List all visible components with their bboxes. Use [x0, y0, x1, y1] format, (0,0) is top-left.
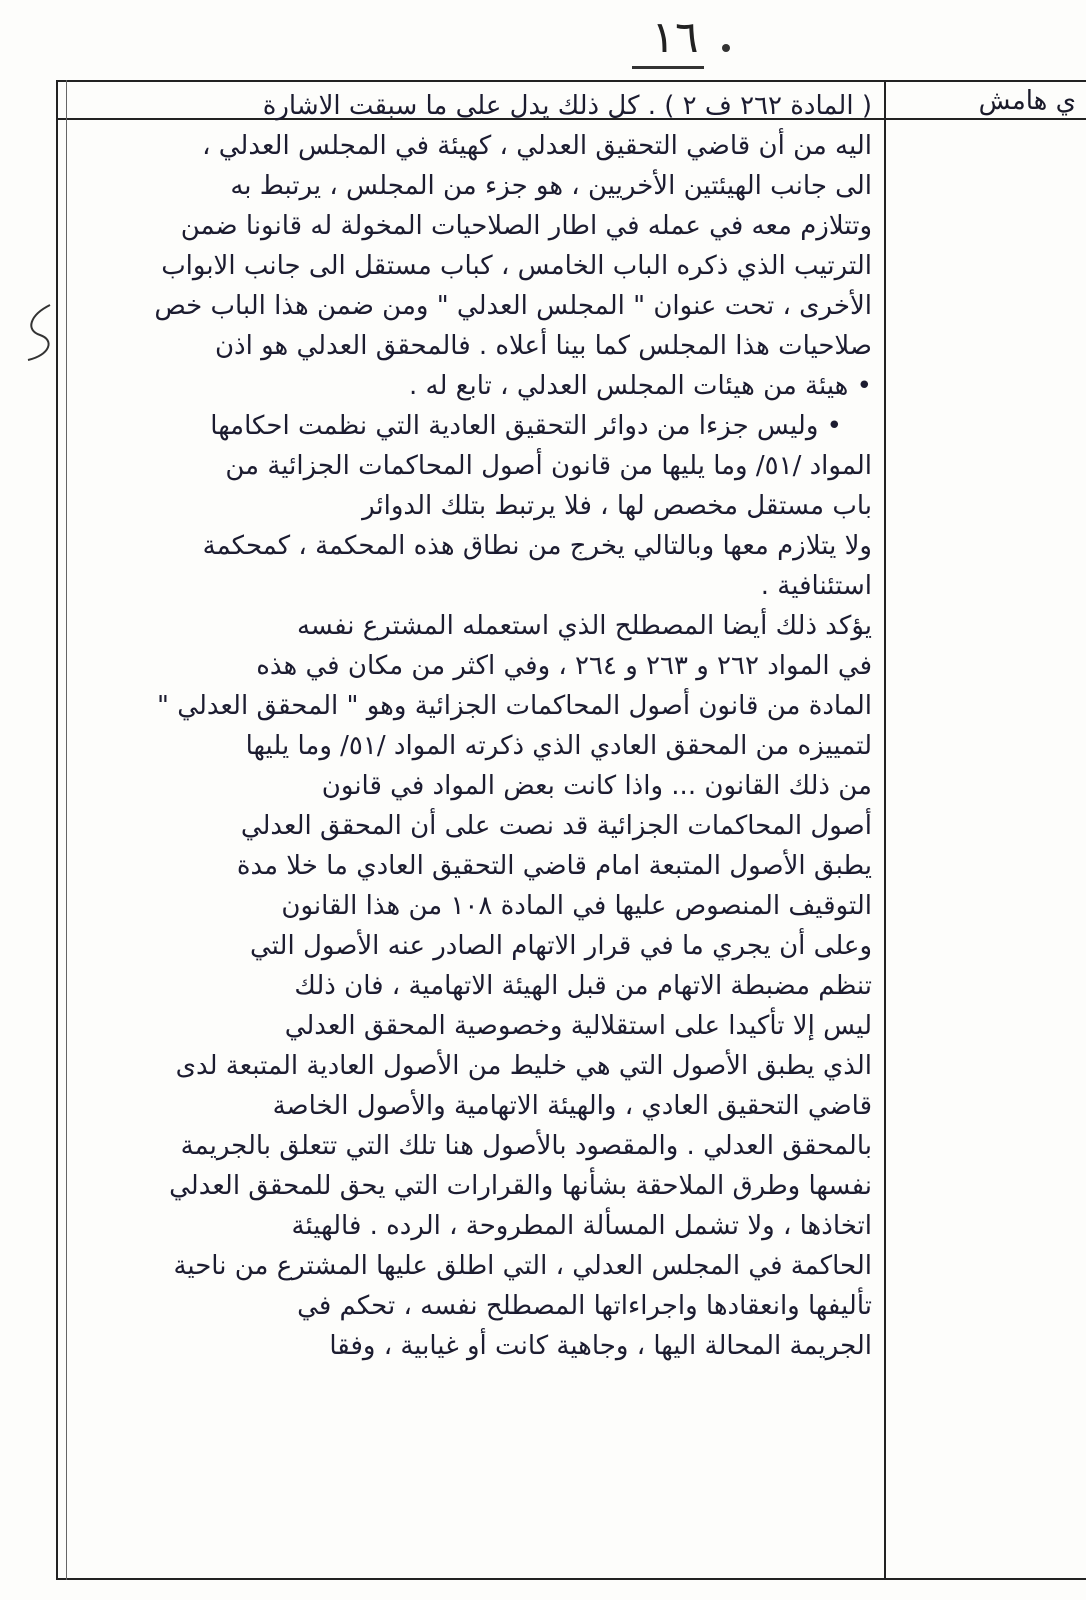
text-line-24: ليس إلا تأكيدا على استقلالية وخصوصية المحقق العدلي	[284, 1011, 872, 1041]
text-line-1: ( المادة ٢٦٢ ف ٢ ) . كل ذلك يدل على ما سبقت الاشارة	[262, 91, 872, 121]
page-number: ١٦	[651, 12, 699, 63]
text-line-26: قاضي التحقيق العادي ، والهيئة الاتهامية والأصول الخاصة	[272, 1091, 872, 1121]
text-line-31: تأليفها وانعقادها واجراءاتها المصطلح نفسه ، تحكم في	[297, 1291, 872, 1321]
text-line-4: وتتلازم معه في عمله في اطار الصلاحيات المخولة له قانونا ضمن	[180, 211, 872, 241]
text-line-9: • وليس جزءا من دوائر التحقيق العادية التي نظمت احكامها	[210, 411, 842, 441]
text-line-20: يطبق الأصول المتبعة امام قاضي التحقيق العادي ما خلا مدة	[236, 851, 872, 881]
text-line-6: الأخرى ، تحت عنوان " المجلس العدلي " ومن ضمن هذا الباب خص	[154, 291, 872, 321]
handwritten-body-text	[70, 86, 878, 1566]
text-line-2: اليه من أن قاضي التحقيق العدلي ، كهيئة في المجلس العدلي ،	[202, 131, 872, 161]
text-line-17: لتمييزه من المحقق العادي الذي ذكرته المواد /٥١/ وما يليها	[245, 731, 872, 761]
text-line-10: المواد /٥١/ وما يليها من قانون أصول المحاكمات الجزائية من	[225, 451, 872, 481]
text-line-13: استئنافية .	[760, 571, 872, 601]
text-line-7: صلاحيات هذا المجلس كما بينا أعلاه . فالمحقق العدلي هو اذن	[214, 331, 872, 361]
text-line-29: اتخاذها ، ولا تشمل المسألة المطروحة ، الرده . فالهيئة	[291, 1211, 872, 1241]
text-line-18: من ذلك القانون ... واذا كانت بعض المواد في قانون	[321, 771, 872, 801]
text-line-22: وعلى أن يجري ما في قرار الاتهام الصادر عنه الأصول التي	[250, 931, 872, 961]
text-line-21: التوقيف المنصوص عليها في المادة ١٠٨ من هذا القانون	[281, 891, 872, 921]
text-line-16: المادة من قانون أصول المحاكمات الجزائية وهو " المحقق العدلي "	[157, 691, 872, 721]
text-line-23: تنظم مضبطة الاتهام من قبل الهيئة الاتهامية ، فان ذلك	[294, 971, 872, 1001]
text-line-8: • هيئة من هيئات المجلس العدلي ، تابع له .	[409, 371, 872, 401]
text-line-3: الى جانب الهيئتين الأخريين ، هو جزء من المجلس ، يرتبط به	[230, 171, 872, 201]
page-number-underline	[632, 66, 704, 69]
text-line-30: الحاكمة في المجلس العدلي ، التي اطلق عليها المشترع من ناحية	[173, 1251, 872, 1281]
text-line-11: باب مستقل مخصص لها ، فلا يرتبط بتلك الدوائر	[362, 491, 872, 521]
text-line-12: ولا يتلازم معها وبالتالي يخرج من نطاق هذه المحكمة ، كمحكمة	[202, 531, 872, 561]
text-line-19: أصول المحاكمات الجزائية قد نصت على أن المحقق العدلي	[240, 811, 872, 841]
margin-column-header: ي هامش	[978, 86, 1076, 116]
left-inner-rule	[66, 80, 67, 1580]
text-line-14: يؤكد ذلك أيضا المصطلح الذي استعمله المشترع نفسه	[296, 611, 872, 641]
text-line-25: الذي يطبق الأصول التي هي خليط من الأصول العادية المتبعة لدى	[175, 1051, 872, 1081]
page-number-dot	[722, 44, 730, 52]
text-line-28: نفسها وطرق الملاحقة بشأنها والقرارات التي يحق للمحقق العدلي	[169, 1171, 872, 1201]
margin-scribble	[20, 300, 60, 370]
margin-column-divider	[884, 80, 886, 1580]
text-line-32: الجريمة المحالة اليها ، وجاهية كانت أو غيابية ، وفقا	[329, 1331, 872, 1361]
text-line-5: الترتيب الذي ذكره الباب الخامس ، كباب مستقل الى جانب الابواب	[161, 251, 872, 281]
text-line-15: في المواد ٢٦٢ و ٢٦٣ و ٢٦٤ ، وفي اكثر من مكان في هذه	[256, 651, 872, 681]
text-line-27: بالمحقق العدلي . والمقصود بالأصول هنا تلك التي تتعلق بالجريمة	[180, 1131, 872, 1161]
